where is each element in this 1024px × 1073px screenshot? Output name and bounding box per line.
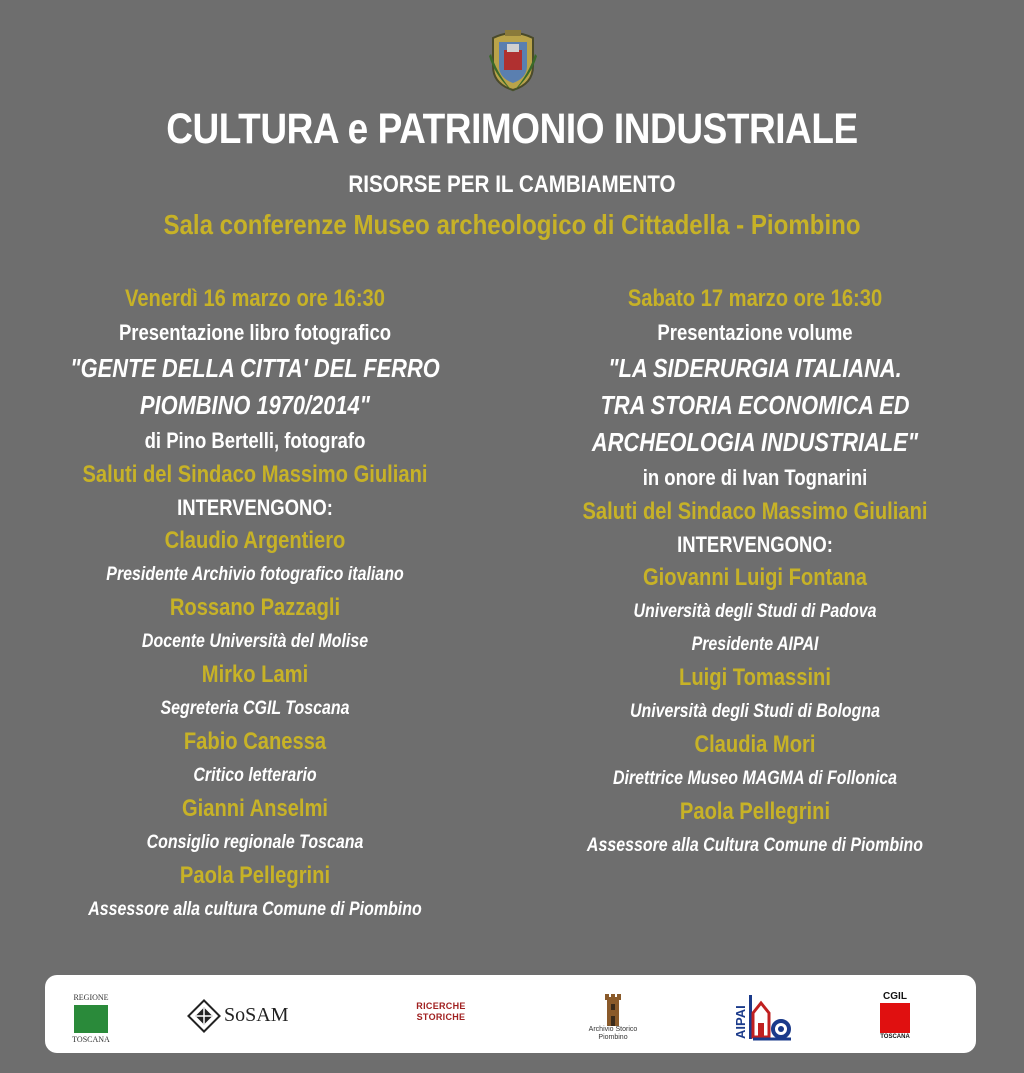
day2-dedication: in onore di Ivan Tognarini <box>642 465 868 490</box>
toscana-label: TOSCANA <box>72 1035 110 1044</box>
day2-book-title-line1: "LA SIDERURGIA ITALIANA. <box>608 353 902 383</box>
day2-speakers-heading: INTERVENGONO: <box>677 532 833 557</box>
aipai-label: AIPAI <box>733 1005 748 1039</box>
day1-presentation: Presentazione libro fotografico <box>118 320 392 345</box>
day2-presentation: Presentazione volume <box>657 320 853 345</box>
speaker-role: Direttrice Museo MAGMA di Follonica <box>612 768 898 789</box>
speaker-role: Critico letterario <box>193 765 317 786</box>
pegasus-flag-icon <box>74 1005 108 1033</box>
regione-label: REGIONE <box>73 993 109 1002</box>
archivio-storico-logo <box>583 990 643 1042</box>
speaker-name: Paola Pellegrini <box>679 798 831 825</box>
speaker-role: Università degli Studi di Bologna <box>629 701 881 722</box>
town-crest-logo <box>487 26 539 92</box>
speaker-name: Rossano Pazzagli <box>169 594 341 621</box>
day1-book-title-line2: PIOMBINO 1970/2014" <box>139 390 371 420</box>
speaker-name: Gianni Anselmi <box>181 795 329 822</box>
venue: Sala conferenze Museo archeologico di Cittadella - Piombino <box>163 209 861 240</box>
cgil-red-square-icon <box>880 1003 910 1033</box>
cgil-label: CGIL <box>883 991 907 1002</box>
day2-book-title-line2: TRA STORIA ECONOMICA ED <box>600 390 910 420</box>
speaker-role: Assessore alla Cultura Comune di Piombino <box>586 835 924 856</box>
main-title: CULTURA e PATRIMONIO INDUSTRIALE <box>166 105 858 153</box>
speaker-role: Università degli Studi di Padova <box>633 601 877 622</box>
speaker-role: Consiglio regionale Toscana <box>146 832 364 853</box>
speaker-name: Claudia Mori <box>694 731 816 758</box>
regione-toscana-logo <box>71 993 111 1045</box>
day1-greetings: Saluti del Sindaco Massimo Giuliani <box>82 461 428 488</box>
speaker-name: Claudio Argentiero <box>164 527 346 554</box>
speaker-name: Giovanni Luigi Fontana <box>642 564 867 591</box>
speaker-role: Presidente Archivio fotografico italiano <box>106 564 404 585</box>
speaker-name: Mirko Lami <box>201 661 309 688</box>
day2-date: Sabato 17 marzo ore 16:30 <box>627 285 883 312</box>
ricerche-storiche-logo <box>415 1001 467 1023</box>
day2-column <box>530 282 980 862</box>
speaker-role: Assessore alla cultura Comune di Piombino <box>88 899 422 920</box>
archivio-label: Archivio Storico <box>588 1026 638 1033</box>
speaker-role: Segreteria CGIL Toscana <box>160 698 350 719</box>
sosam-label: SoSAM <box>224 1004 289 1026</box>
speaker-role: Docente Università del Molise <box>141 631 369 652</box>
day1-author: di Pino Bertelli, fotografo <box>144 428 366 453</box>
day1-speakers-heading: INTERVENGONO: <box>177 495 333 520</box>
day2-greetings: Saluti del Sindaco Massimo Giuliani <box>582 498 928 525</box>
aipai-factory-gear-icon <box>735 989 795 1043</box>
day1-column <box>30 282 480 926</box>
cgil-toscana-logo <box>877 991 913 1041</box>
speaker-name: Fabio Canessa <box>183 728 327 755</box>
speaker-role: Presidente AIPAI <box>691 634 819 655</box>
day1-date: Venerdì 16 marzo ore 16:30 <box>125 285 385 312</box>
speaker-name: Paola Pellegrini <box>179 862 331 889</box>
sponsor-logos-bar <box>45 975 976 1053</box>
cgil-toscana-label: TOSCANA <box>880 1034 910 1040</box>
sosam-logo <box>188 1000 289 1030</box>
day1-book-title-line1: "GENTE DELLA CITTA' DEL FERRO <box>70 353 440 383</box>
day2-book-title-line3: ARCHEOLOGIA INDUSTRIALE" <box>591 427 919 457</box>
storiche-label: STORICHE <box>416 1012 466 1022</box>
sosam-emblem-icon <box>188 1000 220 1032</box>
subtitle: RISORSE PER IL CAMBIAMENTO <box>348 171 676 198</box>
aipai-logo <box>735 989 795 1043</box>
piombino-label: Piombino <box>598 1034 628 1041</box>
tower-icon <box>601 990 625 1026</box>
speaker-name: Luigi Tomassini <box>679 664 831 691</box>
ricerche-label: RICERCHE <box>416 1001 466 1011</box>
